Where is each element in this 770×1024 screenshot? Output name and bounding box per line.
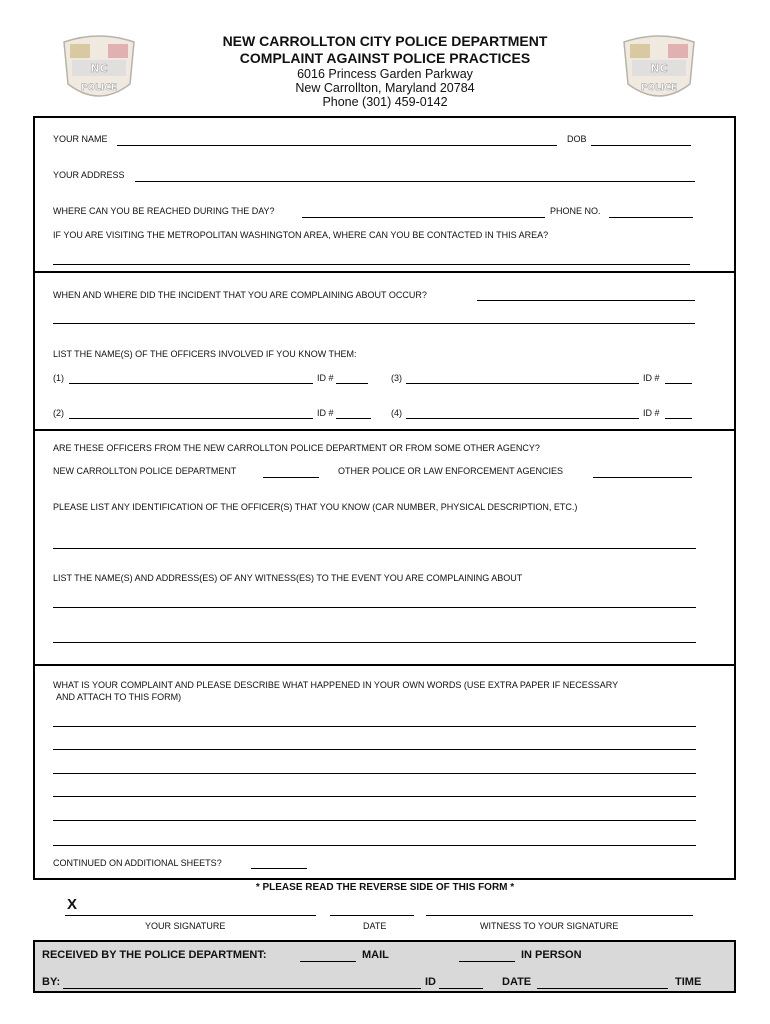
witnesses-field-2[interactable] (53, 642, 696, 643)
in-person-label: IN PERSON (521, 949, 582, 961)
your-address-label: YOUR ADDRESS (53, 170, 125, 180)
officer-4-name-field[interactable] (406, 418, 639, 419)
witnesses-label: LIST THE NAME(S) AND ADDRESS(ES) OF ANY WITNESS(ES) TO THE EVENT YOU ARE COMPLAINING ABOUT (53, 573, 523, 583)
complaint-label-2: AND ATTACH TO THIS FORM) (56, 692, 182, 702)
officer-1-id-label: ID # (317, 373, 334, 383)
by-label: BY: (42, 976, 61, 988)
received-section (33, 940, 736, 993)
complaint-line-5[interactable] (53, 820, 696, 821)
officer-2-name-field[interactable] (69, 418, 313, 419)
officer-3-name-field[interactable] (406, 383, 639, 384)
police-badge-right-icon (620, 34, 698, 104)
your-name-label: YOUR NAME (53, 134, 108, 144)
officer-4-number: (4) (391, 408, 402, 418)
phone-no-label: PHONE NO. (550, 206, 601, 216)
other-agency-field[interactable] (593, 477, 692, 478)
officer-3-id-label: ID # (643, 373, 660, 383)
received-by-label: RECEIVED BY THE POLICE DEPARTMENT: (42, 949, 267, 961)
signature-x-mark: X (67, 896, 78, 913)
address-line-2: New Carrollton, Maryland 20784 (295, 81, 475, 95)
incident-field-2[interactable] (53, 323, 695, 324)
officer-3-id-field[interactable] (665, 383, 692, 384)
received-id-field[interactable] (439, 988, 483, 989)
your-signature-label: YOUR SIGNATURE (145, 921, 226, 931)
officer-1-id-field[interactable] (336, 383, 368, 384)
in-person-field[interactable] (459, 961, 515, 962)
officer-4-id-field[interactable] (665, 418, 692, 419)
police-badge-left-icon (60, 34, 138, 104)
form-title: COMPLAINT AGAINST POLICE PRACTICES (239, 50, 531, 66)
department-title: NEW CARROLLTON CITY POLICE DEPARTMENT (222, 33, 548, 49)
complaint-line-6[interactable] (53, 845, 696, 846)
complaint-label-1: WHAT IS YOUR COMPLAINT AND PLEASE DESCRIBE WHAT HAPPENED IN YOUR OWN WORDS (USE EXTRA PAPER IF NECESSARY (53, 680, 619, 690)
received-date-label: DATE (502, 976, 532, 988)
visiting-label: IF YOU ARE VISITING THE METROPOLITAN WASHINGTON AREA, WHERE CAN YOU BE CONTACTED IN THIS AREA? (53, 230, 549, 240)
your-signature-field[interactable] (65, 915, 316, 916)
address-line-1: 6016 Princess Garden Parkway (297, 67, 473, 81)
section-personal-info (33, 116, 736, 273)
complaint-line-4[interactable] (53, 796, 696, 797)
your-address-field[interactable] (135, 181, 695, 182)
dob-field[interactable] (591, 145, 691, 146)
identification-field[interactable] (53, 548, 696, 549)
your-name-field[interactable] (117, 145, 557, 146)
ncpd-label: NEW CARROLLTON POLICE DEPARTMENT (53, 466, 237, 476)
reverse-side-notice: * PLEASE READ THE REVERSE SIDE OF THIS FORM * (255, 882, 515, 893)
incident-label: WHEN AND WHERE DID THE INCIDENT THAT YOU ARE COMPLAINING ABOUT OCCUR? (53, 290, 427, 300)
visiting-field[interactable] (53, 264, 690, 265)
complaint-line-1[interactable] (53, 726, 696, 727)
phone-no-field[interactable] (609, 217, 693, 218)
signature-date-label: DATE (363, 921, 387, 931)
svg-text:NC: NC (90, 62, 108, 75)
signature-date-field[interactable] (330, 915, 414, 916)
witnesses-field-1[interactable] (53, 607, 696, 608)
received-id-label: ID (425, 976, 436, 988)
received-date-field[interactable] (537, 988, 668, 989)
mail-label: MAIL (362, 949, 389, 961)
continued-field[interactable] (251, 868, 307, 869)
reached-field[interactable] (302, 217, 545, 218)
svg-text:NC: NC (650, 62, 668, 75)
officer-1-name-field[interactable] (69, 383, 313, 384)
other-agency-label: OTHER POLICE OR LAW ENFORCEMENT AGENCIES (338, 466, 564, 476)
svg-text:POLICE: POLICE (640, 83, 678, 93)
dob-label: DOB (567, 134, 587, 144)
ncpd-field[interactable] (263, 477, 319, 478)
officer-2-id-label: ID # (317, 408, 334, 418)
agency-question-label: ARE THESE OFFICERS FROM THE NEW CARROLLTON POLICE DEPARTMENT OR FROM SOME OTHER AGENCY? (53, 443, 540, 453)
officer-1-number: (1) (53, 373, 64, 383)
complaint-line-3[interactable] (53, 773, 696, 774)
officer-4-id-label: ID # (643, 408, 660, 418)
officer-3-number: (3) (391, 373, 402, 383)
witness-signature-field[interactable] (426, 915, 693, 916)
identification-label: PLEASE LIST ANY IDENTIFICATION OF THE OFFICER(S) THAT YOU KNOW (CAR NUMBER, PHYSICAL DESCRIPTION, ETC.) (53, 502, 578, 512)
officers-label: LIST THE NAME(S) OF THE OFFICERS INVOLVED IF YOU KNOW THEM: (53, 349, 357, 359)
reached-label: WHERE CAN YOU BE REACHED DURING THE DAY? (53, 206, 275, 216)
officer-2-number: (2) (53, 408, 64, 418)
received-by-field[interactable] (63, 988, 421, 989)
svg-text:POLICE: POLICE (80, 83, 118, 93)
incident-field-1[interactable] (477, 300, 695, 301)
mail-field[interactable] (300, 961, 356, 962)
officer-2-id-field[interactable] (336, 418, 371, 419)
phone-line: Phone (301) 459-0142 (322, 95, 448, 109)
complaint-line-2[interactable] (53, 749, 696, 750)
continued-label: CONTINUED ON ADDITIONAL SHEETS? (53, 858, 222, 868)
received-time-label: TIME (675, 976, 702, 988)
witness-signature-label: WITNESS TO YOUR SIGNATURE (480, 921, 619, 931)
